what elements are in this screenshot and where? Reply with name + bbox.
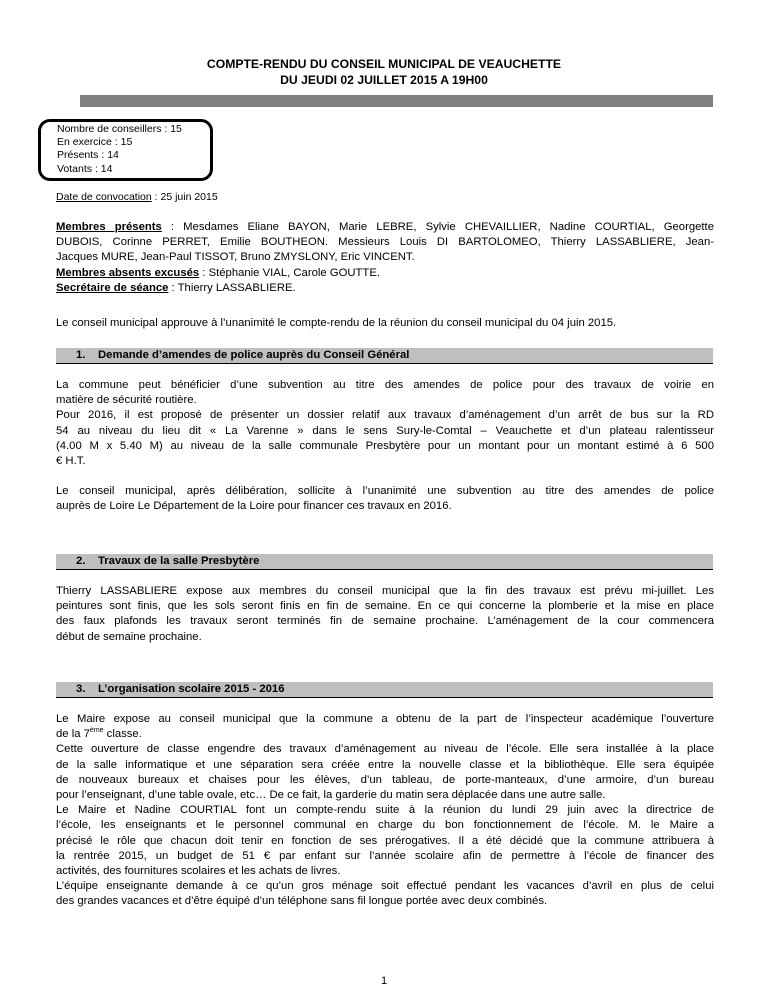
section-2-body: Thierry LASSABLIERE expose aux membres du conseil municipal que la fin des travaux est prévu mi-juillet. Les peintures sont finis, que les sols seront finis en fin de semaine. En ce qui concerne la plomberie et la mise en place des faux plafonds les travaux seront terminés fin de semaine prochaine. L’aménagement de la cour commencera début de semaine prochaine.: [56, 585, 714, 643]
convocation-line: [56, 190, 714, 205]
members-present-label: Membres présents: [56, 221, 162, 233]
section-1-heading: [56, 348, 713, 364]
section-2-title: Travaux de la salle Presbytère: [98, 555, 260, 567]
convocation-value: : 25 juin 2015: [151, 191, 218, 203]
section-3-number: 3.: [76, 683, 86, 695]
members-present-line1: Membres présents : Mesdames Eliane BAYON, Marie LEBRE, Sylvie CHEVAILLIER, Nadine COURTIAL, Georgette: [56, 221, 714, 233]
members-absent-line: Membres absents excusés : Stéphanie VIAL, Carole GOUTTE.: [56, 266, 380, 279]
convocation-label: Date de convocation: [56, 191, 152, 203]
document-title-line2: DU JEUDI 02 JUILLET 2015 A 19H00: [280, 73, 488, 87]
section-3-title: L’organisation scolaire 2015 - 2016: [98, 683, 285, 695]
secretary-label: Secrétaire de séance: [56, 281, 169, 294]
section-2-heading: [56, 554, 713, 570]
count-total: Nombre de conseillers : 15: [57, 123, 182, 135]
count-present: Présents : 14: [57, 149, 119, 162]
section-2-number: 2.: [76, 555, 86, 567]
count-in-office: En exercice : 15: [57, 136, 133, 149]
page-number: 1: [380, 975, 388, 987]
header-divider-bar: [80, 95, 713, 107]
count-voters: Votants : 14: [57, 162, 113, 175]
section-3-heading: [56, 682, 713, 698]
members-present-line3: Jacques MURE, Jean-Paul TISSOT, Bruno ZMYSLONY, Eric VINCENT.: [56, 251, 415, 264]
section-1-title: Demande d’amendes de police auprès du Conseil Général: [98, 349, 410, 361]
section-3-body: Le Maire expose au conseil municipal que la commune a obtenu de la part de l’inspecteur académique l’ouverture de la 7ème classe. Cette ouverture de classe engendre des travaux d’aménagement au niveau de l’école. Elle sera installée à la place de la salle informatique et une séparation sera créée entre la nouvelle classe et la bibliothèque. Elle sera équipée de nouveaux bureaux et chaises pour les élèves, d’un tableau, de porte-manteaux, d’une armoire, d’un bureau pour l’enseignant, d’une table ovale, etc… De ce fait, la garderie du matin sera déplacée dans une autre salle. Le Maire et Nadine COURTIAL font un compte-rendu suite à la réunion du lundi 29 juin avec la directrice de l’école, les enseignants et le personnel communal en charge du bon fonctionnement de l’école. M. le Maire a précisé le rôle que chacun doit tenir en fonction de ses prérogatives. Il a été décidé que la commune attribuera à la rentrée 2015, un budget de 51 € par enfant sur l’année scolaire afin de permettre à l’école de financer des activités, des fournitures scolaires et les achats de livres. L’équipe enseignante demande à ce qu’un gros ménage soit effectué pendant les vacances d’avril en plus de celui des grandes vacances et d’être équipé d’un téléphone sans fil longue portée avec deux combinés.: [56, 713, 714, 908]
secretary-line: Secrétaire de séance : Thierry LASSABLIERE.: [56, 281, 296, 294]
section-1-body: La commune peut bénéficier d’une subvention au titre des amendes de police pour des travaux de voirie en matière de sécurité routière. Pour 2016, il est proposé de présenter un dossier relatif aux travaux d’aménagement d’un arrêt de bus sur la RD 54 au niveau du lieu dit « La Varenne » dans le sens Sury-le-Comtal – Veauchette et d’un plateau ralentisseur (4.00 M x 5.40 M) au niveau de la salle communale Presbytère pour un montant pour un montant estimé à 6 500 € H.T. Le conseil municipal, après délibération, sollicite à l’unanimité une subvention au titre des amendes de police auprès de Loire Le Département de la Loire pour financer ces travaux en 2016.: [56, 379, 714, 513]
document-title-line1: COMPTE-RENDU DU CONSEIL MUNICIPAL DE VEAUCHETTE: [206, 57, 562, 71]
council-count-box: [38, 119, 213, 181]
approval-paragraph: Le conseil municipal approuve à l’unanimité le compte-rendu de la réunion du conseil municipal du 04 juin 2015.: [56, 317, 617, 329]
members-present-line2: DUBOIS, Corinne PERRET, Emilie BOUTHEON. Messieurs Louis DI BARTOLOMEO, Thierry LASSABLIERE, Jean-: [56, 236, 714, 249]
section-1-number: 1.: [76, 349, 86, 361]
members-block: [56, 220, 714, 296]
members-absent-label: Membres absents excusés: [56, 266, 200, 279]
